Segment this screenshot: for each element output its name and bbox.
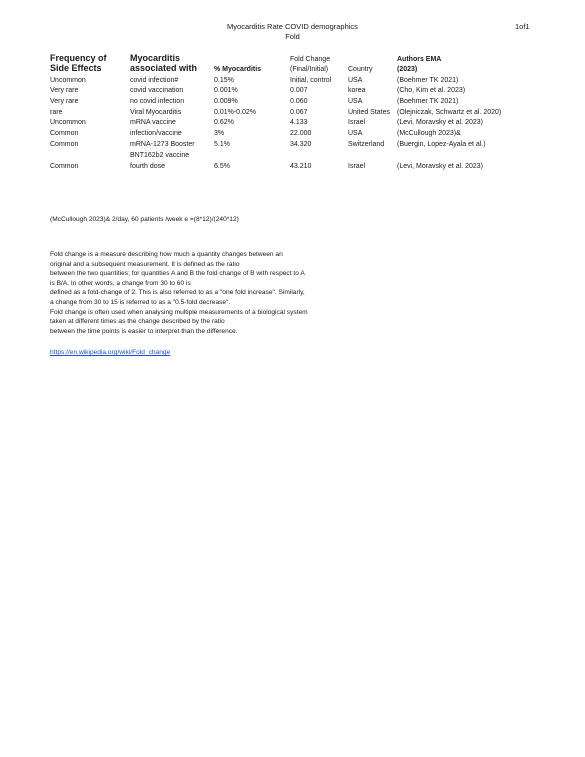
cell-associated: infection/vaccine [130,130,182,137]
cell-frequency: Common [50,130,79,137]
cell-associated: covid infection# [130,77,179,84]
cell-frequency: Very rare [50,98,79,105]
col-header-fold-line2: (Final/Initial) [290,66,329,73]
cell-authors: (Cho, Kim et al. 2023) [397,87,466,94]
cell-percent: 0.009% [214,98,238,105]
page-number: 1of1 [515,22,530,31]
cell-country: USA [348,77,363,84]
definition-line: Fold change is a measure describing how much a quantity changes between an [50,251,283,258]
cell-authors: (Olejniczak, Schwartz et al. 2020) [397,109,502,116]
cell-country: USA [348,130,363,137]
cell-associated: mRNA-1273 Booster [130,141,195,148]
cell-associated: Viral Myocarditis [130,109,182,116]
col-header-frequency-line2: Side Effects [50,63,102,73]
definition-line: taken at different times as the change described by the ratio [50,318,225,326]
cell-percent: 6.5% [214,163,230,170]
definition-line: is B/A. In other words, a change from 30 to 60 is [50,279,191,287]
cell-authors: (Boehmer TK 2021) [397,77,459,84]
cell-country: Switzerland [348,141,385,148]
cell-associated: no covid infection [130,98,185,105]
col-header-authors-line1: Authors EMA [397,56,442,63]
cell-country: korea [348,87,366,94]
cell-authors: (Levi, Moravsky et al. 2023) [397,163,483,170]
cell-authors: (Buergin, Lopez-Ayala et al.) [397,141,486,148]
cell-authors: (McCullough 2023)& [397,130,461,137]
cell-country: Israel [348,163,366,170]
cell-percent: 0.15% [214,77,234,84]
col-header-frequency-line1: Frequency of [50,53,107,63]
cell-associated: mRNA vaccine [130,119,176,126]
cell-fold: Initial, control [290,77,332,84]
cell-percent: 3% [214,130,225,137]
col-header-percent: % Myocarditis [214,66,262,73]
cell-frequency: rare [50,109,63,116]
cell-frequency: Common [50,141,79,148]
cell-fold: 0.060 [290,98,308,105]
cell-associated: BNT162b2 vaccine [130,152,190,159]
definition-line: between the two quantities; for quantities A and B the fold change of B with respect to A [50,270,305,278]
cell-percent: 5.1% [214,141,230,148]
col-header-authors-line2: (2023) [397,66,418,73]
cell-fold: 4.133 [290,119,308,126]
col-header-country: Country [348,66,373,73]
definition-line: Fold change is often used when analysing multiple measurements of a biological system [50,308,308,316]
cell-fold: 34.320 [290,141,312,148]
cell-country: United States [348,109,391,116]
cell-fold: 43.210 [290,163,312,170]
col-header-associated-line1: Myocarditis [130,53,181,63]
col-header-fold-line1: Fold Change [290,56,331,63]
definition-line: original and a subsequent measurement. It is defined as the ratio [50,260,240,268]
document-title: Myocarditis Rate COVID demographics [227,22,358,31]
cell-frequency: Uncommon [50,77,86,84]
document-subtitle: Fold [285,32,300,41]
definition-line: defined as a fold-change of 2. This is also referred to as a "one fold increase". Similarly, [50,289,305,297]
definition-line: between the time points is easier to interpret than the difference. [50,327,238,335]
cell-percent: 0.62% [214,119,234,126]
cell-authors: (Boehmer TK 2021) [397,98,459,105]
cell-frequency: Common [50,163,79,170]
cell-associated: covid vaccination [130,87,184,94]
cell-percent: 0.001% [214,87,238,94]
cell-authors: (Levi, Moravsky et al. 2023) [397,119,483,126]
cell-country: Israel [348,119,366,126]
definition-line: a change from 30 to 15 is referred to as a "0.5-fold decrease". [50,299,231,306]
cell-country: USA [348,98,363,105]
cell-fold: 22.000 [290,130,312,137]
cell-associated: fourth dose [130,163,166,170]
cell-percent: 0.01%-0.02% [214,109,257,116]
col-header-associated-line2: associated with [130,63,198,73]
formula-note: (McCullough 2023)& 2/day, 60 patients /week e =(8*12)/(240*12) [50,216,239,223]
cell-fold: 0.067 [290,109,308,116]
cell-frequency: Uncommon [50,119,86,126]
cell-frequency: Very rare [50,87,79,94]
cell-fold: 0.007 [290,87,308,94]
source-link[interactable]: https://en.wikipedia.org/wiki/Fold_change [50,349,171,356]
